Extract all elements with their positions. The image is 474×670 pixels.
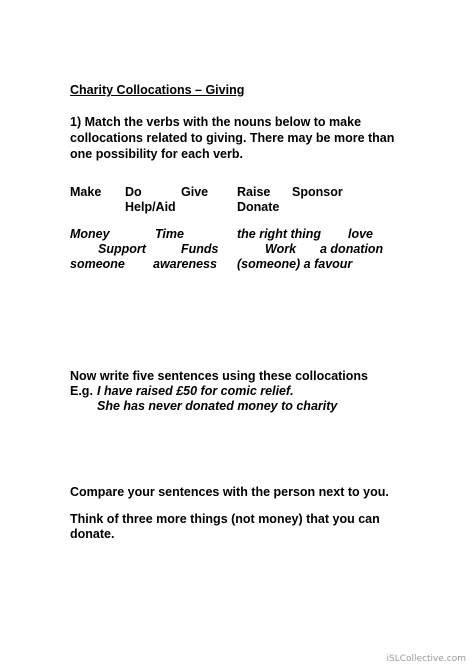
site-watermark: iSLCollective.com [386,654,466,664]
verb-sponsor: Sponsor [292,185,343,199]
verb-raise: Raise [237,185,271,199]
instruction-line-2: collocations related to giving. There may be more than [70,131,395,145]
noun-someone-a-favour: (someone) a favour [237,257,353,271]
noun-awareness: awareness [153,257,217,271]
instruction-line-1: 1) Match the verbs with the nouns below to make [70,115,362,129]
verb-make: Make [70,185,102,199]
worksheet-title: Charity Collocations – Giving [70,83,245,97]
noun-love: love [348,227,374,241]
task2-instruction: Now write five sentences using these collocations [70,369,368,383]
instruction-line-3: one possibility for each verb. [70,147,243,161]
noun-time: Time [155,227,184,241]
noun-money: Money [70,227,110,241]
verb-give: Give [181,185,209,199]
example-label: E.g. [70,384,93,398]
example-sentence-2: She has never donated money to charity [97,399,338,413]
noun-a-donation: a donation [320,242,384,256]
example-sentence-1: I have raised £50 for comic relief. [97,384,294,398]
noun-work: Work [265,242,297,256]
task4-line-1: Think of three more things (not money) that you can [70,512,380,526]
verb-do: Do [125,185,142,199]
noun-support: Support [98,242,146,256]
noun-funds: Funds [181,242,219,256]
verb-donate: Donate [237,200,280,214]
noun-the-right-thing: the right thing [237,227,322,241]
task4-line-2: donate. [70,527,115,541]
verb-help-aid: Help/Aid [125,200,176,214]
task3-instruction: Compare your sentences with the person next to you. [70,485,389,499]
noun-someone: someone [70,257,125,271]
